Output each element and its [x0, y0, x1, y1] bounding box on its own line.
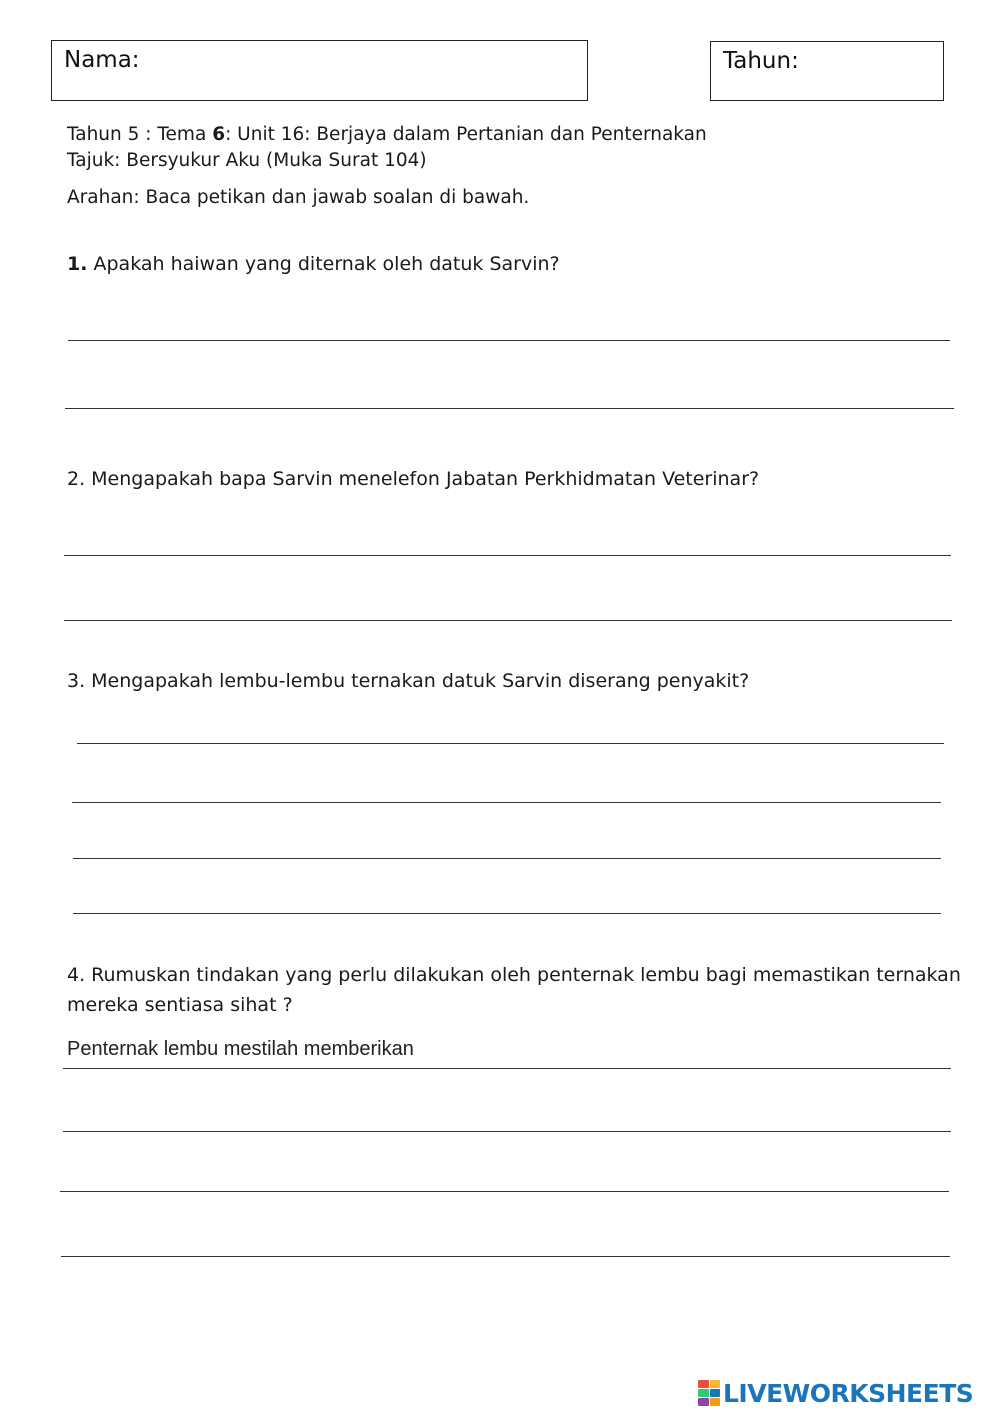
logo-square: [710, 1398, 721, 1406]
question-1: 1. Apakah haiwan yang diternak oleh datuk Sarvin?: [67, 253, 560, 275]
liveworksheets-icon: [698, 1380, 720, 1406]
answer-line[interactable]: [68, 340, 950, 341]
answer-line[interactable]: [73, 913, 941, 914]
logo-square: [698, 1380, 709, 1388]
logo-square: [710, 1380, 721, 1388]
question-1-number: 1.: [67, 253, 88, 275]
answer-line[interactable]: [63, 1131, 951, 1132]
logo-square: [698, 1389, 709, 1397]
answer-line[interactable]: [63, 1068, 951, 1069]
answer-line[interactable]: [77, 743, 944, 744]
answer-line[interactable]: [72, 802, 941, 803]
title-line: Tajuk: Bersyukur Aku (Muka Surat 104): [67, 150, 427, 171]
answer-line[interactable]: [61, 1256, 950, 1257]
question-3: 3. Mengapakah lembu-lembu ternakan datuk Sarvin diserang penyakit?: [67, 670, 750, 692]
name-label: Nama:: [64, 47, 140, 73]
answer-line[interactable]: [65, 408, 954, 409]
answer-line[interactable]: [73, 858, 941, 859]
logo-square: [698, 1398, 709, 1406]
question-4-line-1: 4. Rumuskan tindakan yang perlu dilakukan oleh penternak lembu bagi memastikan ternakan: [67, 964, 961, 986]
instruction-line: Arahan: Baca petikan dan jawab soalan di bawah.: [67, 187, 530, 208]
logo-square: [710, 1389, 721, 1397]
brand-name: LIVEWORKSHEETS: [723, 1378, 974, 1408]
answer-prefill: Penternak lembu mestilah memberikan: [67, 1038, 414, 1060]
year-label: Tahun:: [723, 48, 799, 74]
name-field[interactable]: [51, 40, 588, 101]
question-4-line-2: mereka sentiasa sihat ?: [67, 994, 293, 1016]
answer-line[interactable]: [64, 620, 952, 621]
liveworksheets-logo: [698, 1378, 973, 1408]
answer-line[interactable]: [60, 1191, 949, 1192]
question-2: 2. Mengapakah bapa Sarvin menelefon Jabatan Perkhidmatan Veterinar?: [67, 468, 760, 490]
answer-line[interactable]: [64, 555, 951, 556]
topic-line: Tahun 5 : Tema 6: Unit 16: Berjaya dalam Pertanian dan Penternakan: [67, 124, 707, 145]
year-field[interactable]: [710, 41, 944, 101]
